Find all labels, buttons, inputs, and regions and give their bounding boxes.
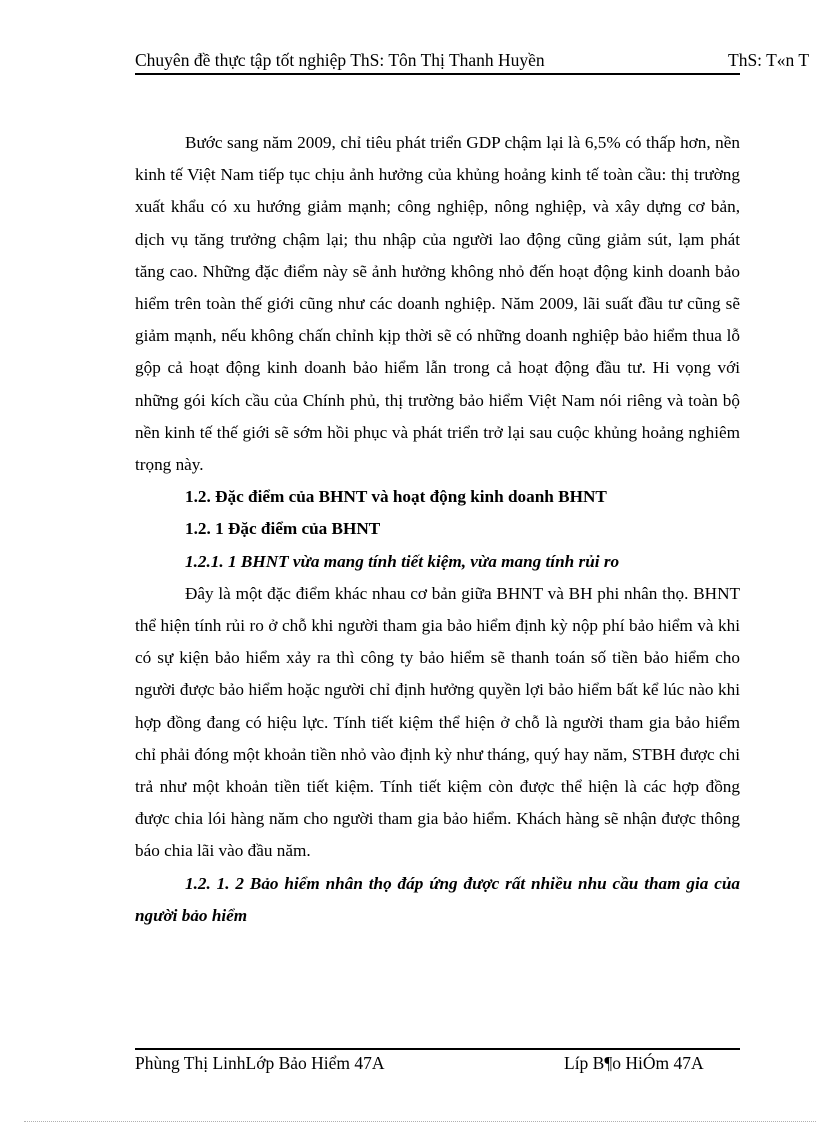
page-footer [135,1053,740,1079]
paragraph-bhnt-characteristics: Đây là một đặc điểm khác nhau cơ bản giữa BHNT và BH phi nhân thọ. BHNT thể hiện tính rủi ro ở chỗ khi người tham gia bảo hiểm định kỳ nộp phí bảo hiểm và khi có sự kiện bảo hiểm xảy ra thì công ty bảo hiểm sẽ thanh toán số tiền bảo hiểm cho người được bảo hiểm hoặc người chỉ định hưởng quyền lợi bảo hiểm bất kể lúc nào khi hợp đồng đang có hiệu lực. Tính tiết kiệm thể hiện ở chỗ là người tham gia bảo hiểm chỉ phải đóng một khoản tiền nhỏ vào định kỳ như tháng, quý hay năm, STBH được chi trả như một khoản tiền tiết kiệm. Tính tiết kiệm còn được thể hiện là các hợp đồng được chia lói hàng năm cho người tham gia bảo hiểm. Khách hàng sẽ nhận được thông báo chia lãi vào đầu năm. [135,583,740,861]
footer-student: Phùng Thị LinhLớp Bảo Hiểm 47A [135,1053,385,1073]
page-bottom-edge [24,1121,816,1122]
header-title: Chuyên đề thực tập tốt nghiệp ThS: Tôn Thị Thanh Huyền [135,50,545,70]
footer-class-garbled: Líp B¶o HiÓm 47A [564,1053,704,1073]
paragraph-economy-2009: Bước sang năm 2009, chỉ tiêu phát triển GDP chậm lại là 6,5% có thấp hơn, nền kinh tế Việt Nam tiếp tục chịu ảnh hưởng của khủng hoảng kinh tế toàn cầu: thị trường xuất khẩu có xu hướng giảm mạnh; công nghiệp, nông nghiệp, và xây dựng cơ bản, dịch vụ tăng trưởng chậm lại; thu nhập của người lao động cũng giảm sút, lạm phát tăng cao. Những đặc điểm này sẽ ảnh hưởng không nhỏ đến hoạt động kinh doanh bảo hiểm trên toàn thế giới cũng như các doanh nghiệp. Năm 2009, lãi suất đầu tư cũng sẽ giảm mạnh, nếu không chấn chỉnh kịp thời sẽ có những doanh nghiệp bảo hiểm thua lỗ gộp cả hoạt động kinh doanh bảo hiểm lẫn trong cả hoạt động đầu tư. Hi vọng với những gói kích cầu của Chính phủ, thị trường bảo hiểm Việt Nam nói riêng và toàn bộ nền kinh tế thế giới sẽ sớm hồi phục và phát triển trở lại sau cuộc khủng hoảng nghiêm trọng này. [135,133,740,475]
section-heading-1-2-1: 1.2. 1 Đặc điểm của BHNT [185,519,381,539]
footer-divider [135,1048,740,1050]
document-body [135,127,740,932]
header-author-garbled: ThS: T«n T [728,50,810,70]
section-heading-1-2: 1.2. Đặc điểm của BHNT và hoạt động kinh doanh BHNT [185,487,607,507]
page-header [135,48,816,76]
section-heading-1-2-1-1: 1.2.1. 1 BHNT vừa mang tính tiết kiệm, vừa mang tính rủi ro [185,551,620,571]
section-heading-1-2-1-2: 1.2. 1. 2 Bảo hiểm nhân thọ đáp ứng được rất nhiều nhu cầu tham gia của người bảo hiểm [135,873,740,925]
header-divider [135,73,740,75]
